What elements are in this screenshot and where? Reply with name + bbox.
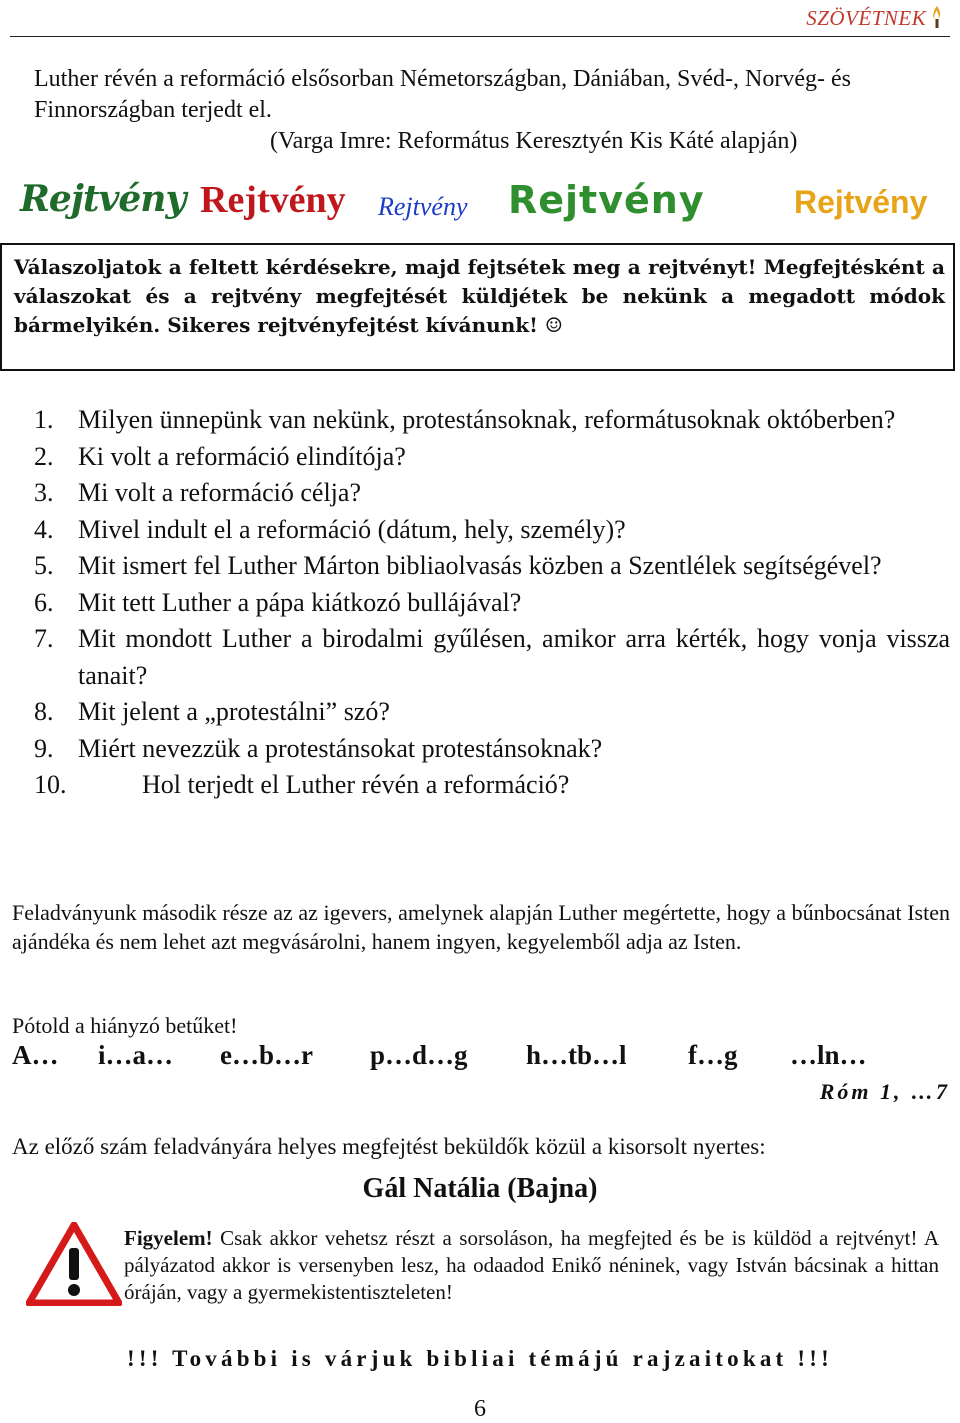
puzzle-word: h…tb…l [526,1040,627,1070]
banner-word-1: Rejtvény [20,178,186,220]
bible-reference: Róm 1, …7 [819,1079,950,1104]
page-number: 6 [474,1396,486,1422]
instructions-text: Válaszoljatok a feltett kérdésekre, majd fejtsétek meg a rejtvényt! Megfejtésként a válaszokat és a rejtvény megfejtését küldjétek be nekünk a megadott módok bármelyikén. Sikeres rejtvényfejtést kívánunk! ☺ [14,255,945,337]
question-item: 8. Mit jelent a „protestálni” szó? [34,697,390,726]
question-list [34,402,950,804]
brand-label: SZÖVÉTNEK [806,6,927,30]
puzzle-word: p…d…g [370,1040,468,1070]
puzzle-banner [20,178,950,230]
question-item: 9. Miért nevezzük a protestánsokat protestánsoknak? [34,733,603,763]
warning-text: Figyelem! Csak akkor vehetsz részt a sorsoláson, ha megfejted és be is küldöd a rejtvényt! A pályázatod akkor is versenyben lesz, ha odaadod Enikő néninek, vagy István bácsinak a hittan óráján, vagy a gyermekistentiszteleten! [124,1226,939,1304]
fill-instruction: Pótold a hiányzó betűket! [12,1013,238,1038]
intro-text: Luther révén a reformáció elsősorban Németországban, Dániában, Svéd-, Norvég- és Finnországban terjedt el. [34,66,852,123]
banner-word-4: Rejtvény [508,178,705,222]
puzzle-word: A… [12,1040,59,1070]
winner-name: Gál Natália (Bajna) [362,1173,598,1204]
puzzle-word: f…g [688,1040,738,1070]
warning-icon [26,1222,122,1306]
puzzle-word: e…b…r [220,1040,313,1070]
warning-label: Figyelem! [124,1226,213,1250]
question-item: 1. Milyen ünnepünk van nekünk, protestánsoknak, reformátusoknak októberben? [34,405,896,434]
question-item: 10. Hol terjedt el Luther révén a reformáció? [34,770,570,799]
intro-section [34,64,950,157]
smiley-icon: ☺ [544,313,563,337]
question-item: 4. Mivel indult el a reformáció (dátum, hely, személy)? [34,514,626,544]
question-item: 6. Mit tett Luther a pápa kiátkozó bullájával? [34,587,522,617]
second-part-text: Feladványunk második része az az igevers, amelynek alapján Luther megértette, hogy a bűnbocsánat Isten ajándéka és nem lehet azt megvásárolni, hanem ingyen, kegyelemből adja az Isten. [12,900,950,954]
intro-citation: (Varga Imre: Református Keresztyén Kis Káté alapján) [270,128,798,154]
banner-word-5: Rejtvény [794,184,928,220]
question-item: 7. Mit mondott Luther a birodalmi gyűlésen, amikor arra kérték, hogy vonja vissza tanait? [34,624,950,690]
footer-note: !!! További is várjuk bibliai témájú rajzaitokat !!! [127,1346,833,1371]
winner-intro: Az előző szám feladványára helyes megfejtést beküldők közül a kisorsolt nyertes: [12,1134,766,1159]
question-item: 3. Mi volt a reformáció célja? [34,478,361,507]
header-brand [806,6,942,31]
instructions-box [0,243,955,371]
puzzle-word: i…a… [98,1040,174,1070]
flame-icon [932,6,942,28]
banner-word-3: Rejtvény [378,192,468,221]
question-item: 5. Mit ismert fel Luther Márton bibliaolvasás közben a Szentlélek segítségével? [34,551,882,580]
puzzle-word: …ln… [790,1040,867,1070]
banner-word-2: Rejtvény [200,179,346,221]
header-divider [10,36,950,37]
question-item: 2. Ki volt a reformáció elindítója? [34,441,406,471]
